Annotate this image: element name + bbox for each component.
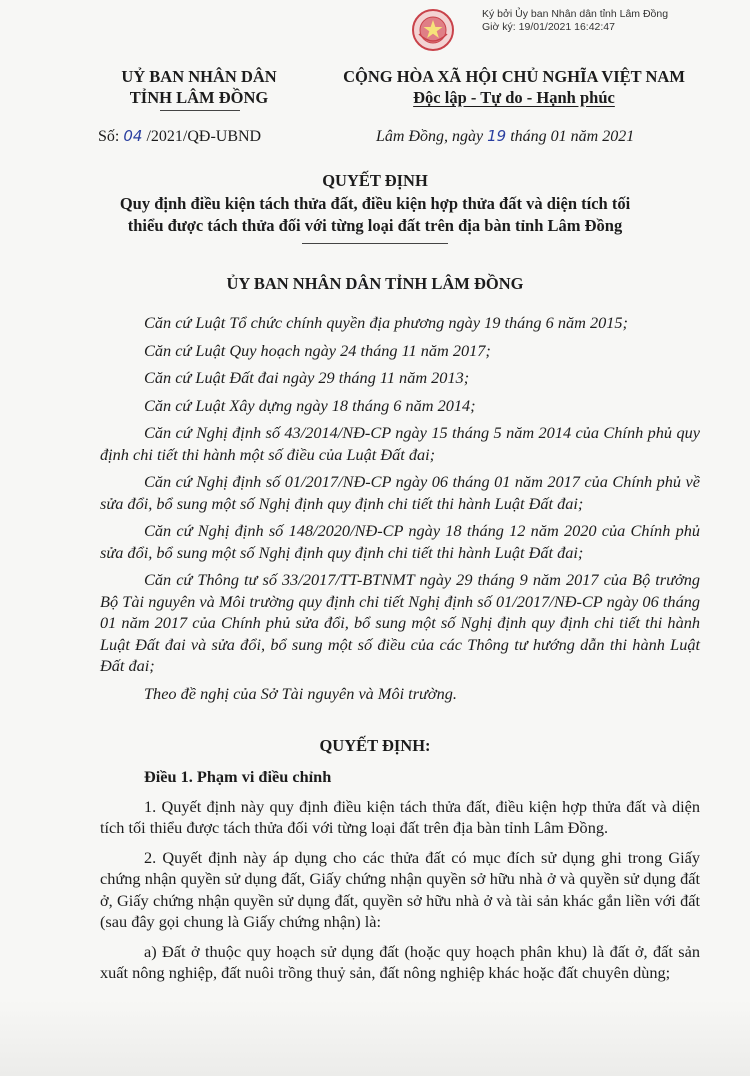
number-suffix: /2021/QĐ-UBND <box>146 128 262 145</box>
document-type-title: QUYẾT ĐỊNH <box>322 171 428 190</box>
agency-line-2: TỈNH LÂM ĐỒNG <box>129 88 269 107</box>
basis-item: Theo đề nghị của Sở Tài nguyên và Môi trường. <box>144 683 457 703</box>
page-bottom-shading <box>0 1000 750 1076</box>
number-label: Số: <box>98 128 120 145</box>
issuing-authority-heading: ỦY BAN NHÂN DÂN TỈNH LÂM ĐỒNG <box>226 274 524 293</box>
place-and-date <box>376 127 634 146</box>
national-heading <box>330 66 698 108</box>
basis-item: Căn cứ Nghị định số 01/2017/NĐ-CP ngày 06 tháng 01 năm 2017 của Chính phủ về sửa đổi, bổ sung một số Nghị định quy định chi tiết thi hành Luật Đất đai; <box>100 472 700 513</box>
article-1-heading: Điều 1. Phạm vi điều chỉnh <box>144 767 332 786</box>
basis-item: Căn cứ Nghị định số 148/2020/NĐ-CP ngày 18 tháng 12 năm 2020 của Chính phủ sửa đổi, bổ sung một số Nghị định quy định chi tiết thi hành Luật Đất đai; <box>100 521 700 562</box>
national-motto: Độc lập - Tự do - Hạnh phúc <box>413 88 615 107</box>
issuing-agency <box>112 66 286 108</box>
document-subject-line-1: Quy định điều kiện tách thửa đất, điều kiện hợp thửa đất và diện tích tối <box>119 194 631 213</box>
article-1 <box>100 766 700 984</box>
basis-item: Căn cứ Luật Tổ chức chính quyền địa phương ngày 19 tháng 6 năm 2015; <box>144 313 628 332</box>
document-number <box>98 127 261 146</box>
country-name: CỘNG HÒA XÃ HỘI CHỦ NGHĨA VIỆT NAM <box>343 67 685 86</box>
basis-item: Căn cứ Nghị định số 43/2014/NĐ-CP ngày 15 tháng 5 năm 2014 của Chính phủ quy định chi tiết thi hành một số điều của Luật Đất đai; <box>100 423 700 464</box>
date-day-handwritten: 19 <box>487 127 507 145</box>
basis-item: Căn cứ Luật Đất đai ngày 29 tháng 11 năm 2013; <box>144 368 470 387</box>
article-1-clause-2: 2. Quyết định này áp dụng cho các thửa đất có mục đích sử dụng ghi trong Giấy chứng nhận quyền sử dụng đất, Giấy chứng nhận quyền sở hữu nhà ở và quyền sử dụng đất ở, Giấy chứng nhận quyền sử dụng đất, quyền sở hữu nhà ở và tài sản khác gắn liền với đất (sau đây gọi chung là Giấy chứng nhận) là: <box>100 847 700 931</box>
article-1-clause-1: 1. Quyết định này quy định điều kiện tách thửa đất, điều kiện hợp thửa đất và diện tích tối thiểu được tách thửa đối với từng loại đất trên địa bàn tỉnh Lâm Đồng. <box>100 796 700 837</box>
date-suffix: tháng 01 năm 2021 <box>510 128 635 145</box>
national-emblem-icon <box>411 8 455 52</box>
title-underline <box>302 243 448 244</box>
agency-underline <box>160 110 240 111</box>
number-handwritten: 04 <box>123 127 143 145</box>
basis-item: Căn cứ Thông tư số 33/2017/TT-BTNMT ngày 29 tháng 9 năm 2017 của Bộ trưởng Bộ Tài nguyên và Môi trường quy định chi tiết Nghị định số 01/2017/NĐ-CP ngày 06 tháng 01 năm 2017 của Chính phủ sửa đổi, bổ sung một số Nghị định quy định chi tiết thi hành Luật Đất đai và sửa đổi, bổ sung một số điều của các Thông tư hướng dẫn thi hành Luật Đất đai; <box>100 570 700 675</box>
legal-bases <box>100 312 700 704</box>
document-subject-line-2: thiểu được tách thửa đối với từng loại đất trên địa bàn tỉnh Lâm Đồng <box>127 216 623 235</box>
signature-time: Giờ ký: 19/01/2021 16:42:47 <box>482 21 615 33</box>
digital-signature-info <box>482 8 668 34</box>
date-prefix: Lâm Đồng, ngày <box>376 128 484 145</box>
basis-item: Căn cứ Luật Quy hoạch ngày 24 tháng 11 năm 2017; <box>144 340 491 360</box>
signature-signer: Ký bởi Ủy ban Nhân dân tỉnh Lâm Đồng <box>482 8 669 20</box>
agency-line-1: UỶ BAN NHÂN DÂN <box>121 67 277 86</box>
article-1-clause-2a: a) Đất ở thuộc quy hoạch sử dụng đất (hoặc quy hoạch phân khu) là đất ở, đất sản xuất nông nghiệp, đất nuôi trồng thuỷ sản, đất nông nghiệp khác hoặc đất chuyên dùng; <box>100 941 700 982</box>
decision-heading: QUYẾT ĐỊNH: <box>319 736 431 755</box>
basis-item: Căn cứ Luật Xây dựng ngày 18 tháng 6 năm 2014; <box>144 395 476 415</box>
